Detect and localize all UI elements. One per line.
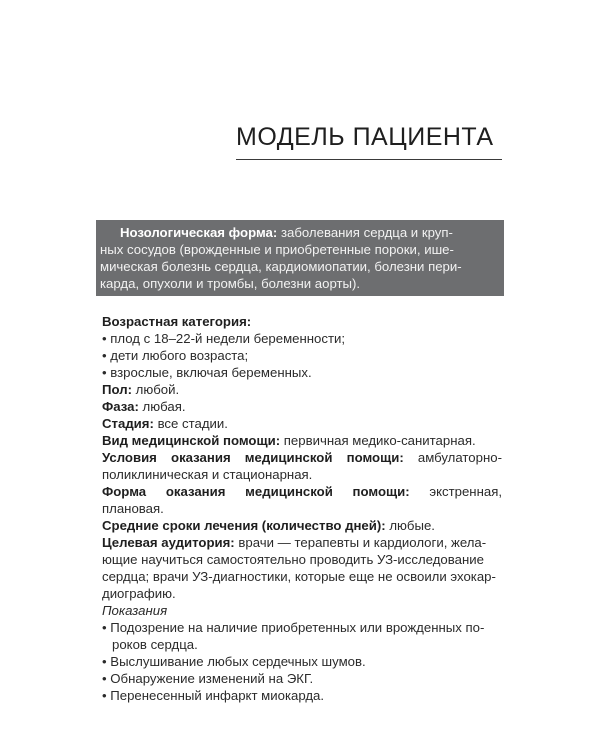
nosology-line-2: ных сосудов (врожденные и приобретенные пороки, ише- [100,242,454,257]
indication-item-4: • Перенесенный инфаркт миокарда. [102,688,325,703]
care-type-label: Вид медицинской помощи: [102,433,281,448]
sex-value: любой. [135,382,180,397]
care-form-line-2: плановая. [102,501,164,516]
indication-item-2: • Выслушивание любых сердечных шумов. [102,654,366,669]
stage-row [102,415,502,432]
indication-item-1-line-1: • Подозрение на наличие приобретенных или врожденных по- [102,620,485,635]
indication-item-1-line-2: роков сердца. [112,637,198,652]
nosological-form-box [96,220,504,296]
care-type-value: первичная медико-санитарная. [283,433,476,448]
care-form-word-2: оказания [165,484,226,499]
page-title: МОДЕЛЬ ПАЦИЕНТА [236,123,494,151]
duration-label: Средние сроки лечения (количество дней): [102,518,386,533]
audience-line-3: сердца; врачи УЗ-диагностики, которые еще не освоили эхокар- [102,569,496,584]
audience-label: Целевая аудитория: [102,535,235,550]
audience-text-1: врачи — терапевты и кардиологи, жела- [238,535,487,550]
audience-line-4: диографию. [102,586,176,601]
care-conditions-word-4: помощи: [346,450,404,465]
audience-line-2: ющие научиться самостоятельно проводить УЗ-исследование [102,552,484,567]
sex-row [102,381,502,398]
care-conditions-row [102,449,502,466]
sex-label: Пол: [102,382,132,397]
care-conditions-word-5: амбулаторно- [417,450,502,465]
care-conditions-line-2: поликлиническая и стационарная. [102,467,313,482]
age-item-2: • дети любого возраста; [102,348,249,363]
audience-line-1 [102,534,502,551]
nosology-line-1 [100,224,504,241]
indications-heading: Показания [102,603,168,618]
nosology-text-1: заболевания сердца и круп- [280,225,453,240]
care-type-row [102,432,502,449]
age-item-3: • взрослые, включая беременных. [102,365,312,380]
indication-item-3: • Обнаружение изменений на ЭКГ. [102,671,314,686]
patient-model-content [102,313,502,704]
care-form-word-4: помощи: [352,484,410,499]
duration-value: любые. [389,518,435,533]
nosology-label: Нозологическая форма: [120,225,278,240]
care-conditions-word-2: оказания [171,450,231,465]
age-category-label: Возрастная категория: [102,314,252,329]
phase-label: Фаза: [102,399,139,414]
nosology-line-4: карда, опухоли и тромбы, болезни аорты). [100,276,361,291]
nosology-line-3: мическая болезнь сердца, кардиомиопатии, болезни пери- [100,259,462,274]
age-item-1: • плод с 18–22-й недели беременности; [102,331,346,346]
care-form-word-1: Форма [102,484,147,499]
phase-value: любая. [142,399,186,414]
care-form-row [102,483,502,500]
care-form-word-5: экстренная, [429,484,502,499]
care-conditions-word-3: медицинской [244,450,333,465]
care-conditions-word-1: Условия [102,450,157,465]
stage-value: все стадии. [157,416,228,431]
stage-label: Стадия: [102,416,154,431]
title-underline [236,159,502,160]
care-form-word-3: медицинской [245,484,333,499]
duration-row [102,517,502,534]
phase-row [102,398,502,415]
